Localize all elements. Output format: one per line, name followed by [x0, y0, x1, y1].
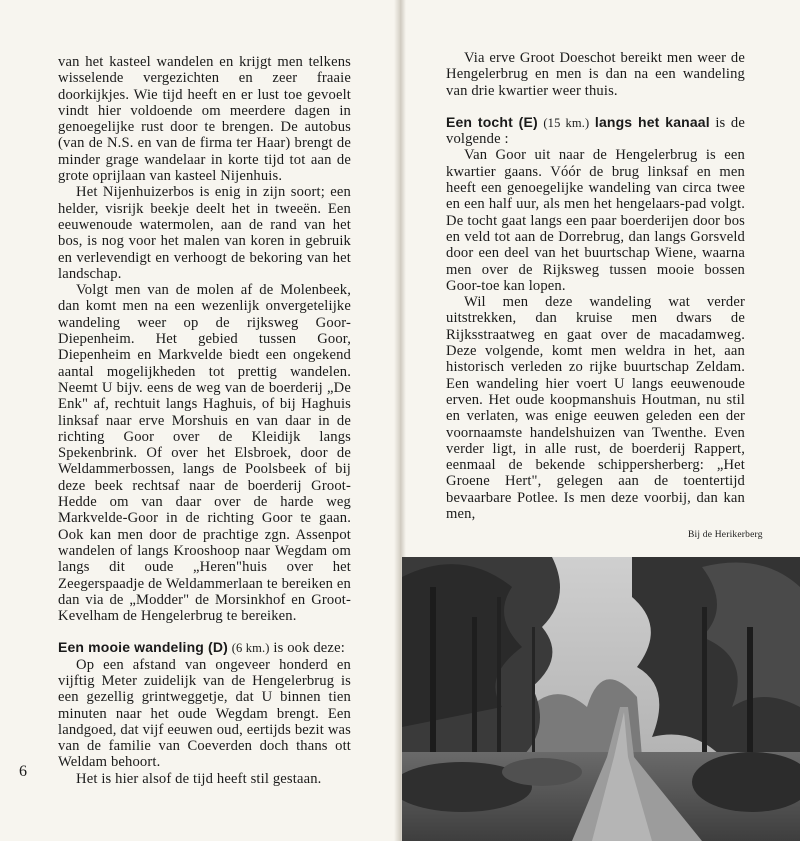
section-e-rest: is de volgende :	[446, 114, 745, 148]
section-e-heading-continued: langs het kanaal	[594, 113, 710, 130]
body-paragraph: Volgt men van de molen af de Molenbeek, dan komt men na een wezenlijk onvergetelijke wandeling weer op de rijksweg Goor-Diepenheim. Het gebied tussen Goor, Diepenheim en Markvelde biedt een ongekend aantal mogelijkheden tot prettig wandelen. Neemt U bijv. eens de weg van de boerderij „De Enk" af, rechtuit langs Haghuis, of bij Haghuis linksaf naar erve Morshuis en van daar in de richting Goor over de Kleidijk langs Spekenbrink. Of over het Elsbroek, door de Weldammerbossen, langs de Poolsbeek of bij deze beek rechtsaf naar de boerderij Groot-Hedde om van daar over de harde weg Markvelde-Goor in de richting Goor te gaan. Ook kan men door de prachtige zgn. Assenpot wandelen of langs Krooshoop naar Wegdam om langs dit oude „Heren"huis over het Zeegerspaadje de Weldammerlaan te bereiken en dan via de „Modder" de Morsinkhof en Groot-Kevelham de Hengelerbrug te bereiken.	[58, 282, 351, 625]
body-paragraph: van het kasteel wandelen en krijgt men telkens wisselende vergezichten en zeer fraaie doorkijkjes. Wie tijd heeft en er lust toe gevoelt vindt hier voldoende om meerdere dagen in genoegelijke rust door te brengen. De autobus (van de N.S. en van de firma ter Haar) brengt de minder grage wandelaar in korte tijd tot aan de grote oprijlaan van kasteel Nijenhuis.	[58, 54, 351, 185]
section-d-distance: (6 km.)	[231, 641, 270, 656]
photo-caption: Bij de Herikerberg	[688, 530, 763, 540]
right-text-column	[446, 50, 745, 522]
body-paragraph: Het Nijenhuizerbos is enig in zijn soort; een helder, visrijk beekje deelt het in tweeën. Een eeuwenoude watermolen, aan de rand van het bos, is nog voor het malen van koren in gebruik en verlevendigt en verhoogt de bekoring van het landschap.	[58, 184, 351, 282]
left-text-column	[58, 54, 351, 787]
section-d-heading: Een mooie wandeling (D)	[58, 639, 228, 656]
section-d-rest: is ook deze:	[273, 640, 345, 657]
body-paragraph: Het is hier alsof de tijd heeft stil gestaan.	[76, 770, 322, 787]
section-e-heading: Een tocht (E)	[446, 113, 538, 130]
body-paragraph: Van Goor uit naar de Hengelerbrug is een kwartier gaans. Vóór de brug linksaf en men heeft een genoegelijke wandeling van circa twee en een half uur, als men het hengelaars-pad volgt. De tocht gaat langs een paar boerderijen door bos en veld tot aan de Dorrebrug, dan langs Gorsveld door een deel van het buurtschap Wiene, waarna men over de Rijksweg tussen mooie bossen Goor-toe kan lopen.	[446, 147, 745, 294]
landscape-photo	[402, 557, 800, 841]
section-e-distance: (15 km.)	[543, 115, 590, 130]
section-d-lead	[58, 639, 351, 656]
body-paragraph: Op een afstand van ongeveer honderd en vijftig Meter zuidelijk van de Hengelerbrug is een gezellig grintweggetje, dat U binnen tien minuten naar het oude Wegdam brengt. Een landgoed, dat vijf eeuwen oud, eertijds bezit was van de familie van Coeverden doch thans ott Weldam behoort.	[58, 656, 351, 771]
body-paragraph: Via erve Groot Doeschot bereikt men weer de Hengelerbrug en men is dan na een wandeling van drie kwartier weer thuis.	[446, 50, 745, 99]
section-e-lead	[446, 114, 745, 148]
forest-path-illustration	[402, 557, 800, 841]
page-number: 6	[19, 763, 27, 780]
body-paragraph: Wil men deze wandeling wat verder uitstrekken, dan kruise men dwars de Rijksstraatweg en gaat over de macadamweg. Deze volgende, komt men weldra in het, aan historisch verleden zo rijke buurtschap Zeldam. Een wandeling hier voert U langs eeuwenoude erven. Het oude koopmanshuis Houtman, nu stil en verlaten, was enige eeuwen geleden een der voornaamste handelshuizen van Twenthe. Even verder ligt, in alle rust, de boerderij Rappert, eenmaal de bekende schippersherberg: „Het Groene Hert", gelegen aan de toentertijd bevaarbare Potlee. Is men deze voorbij, dan kan men,	[446, 294, 745, 523]
